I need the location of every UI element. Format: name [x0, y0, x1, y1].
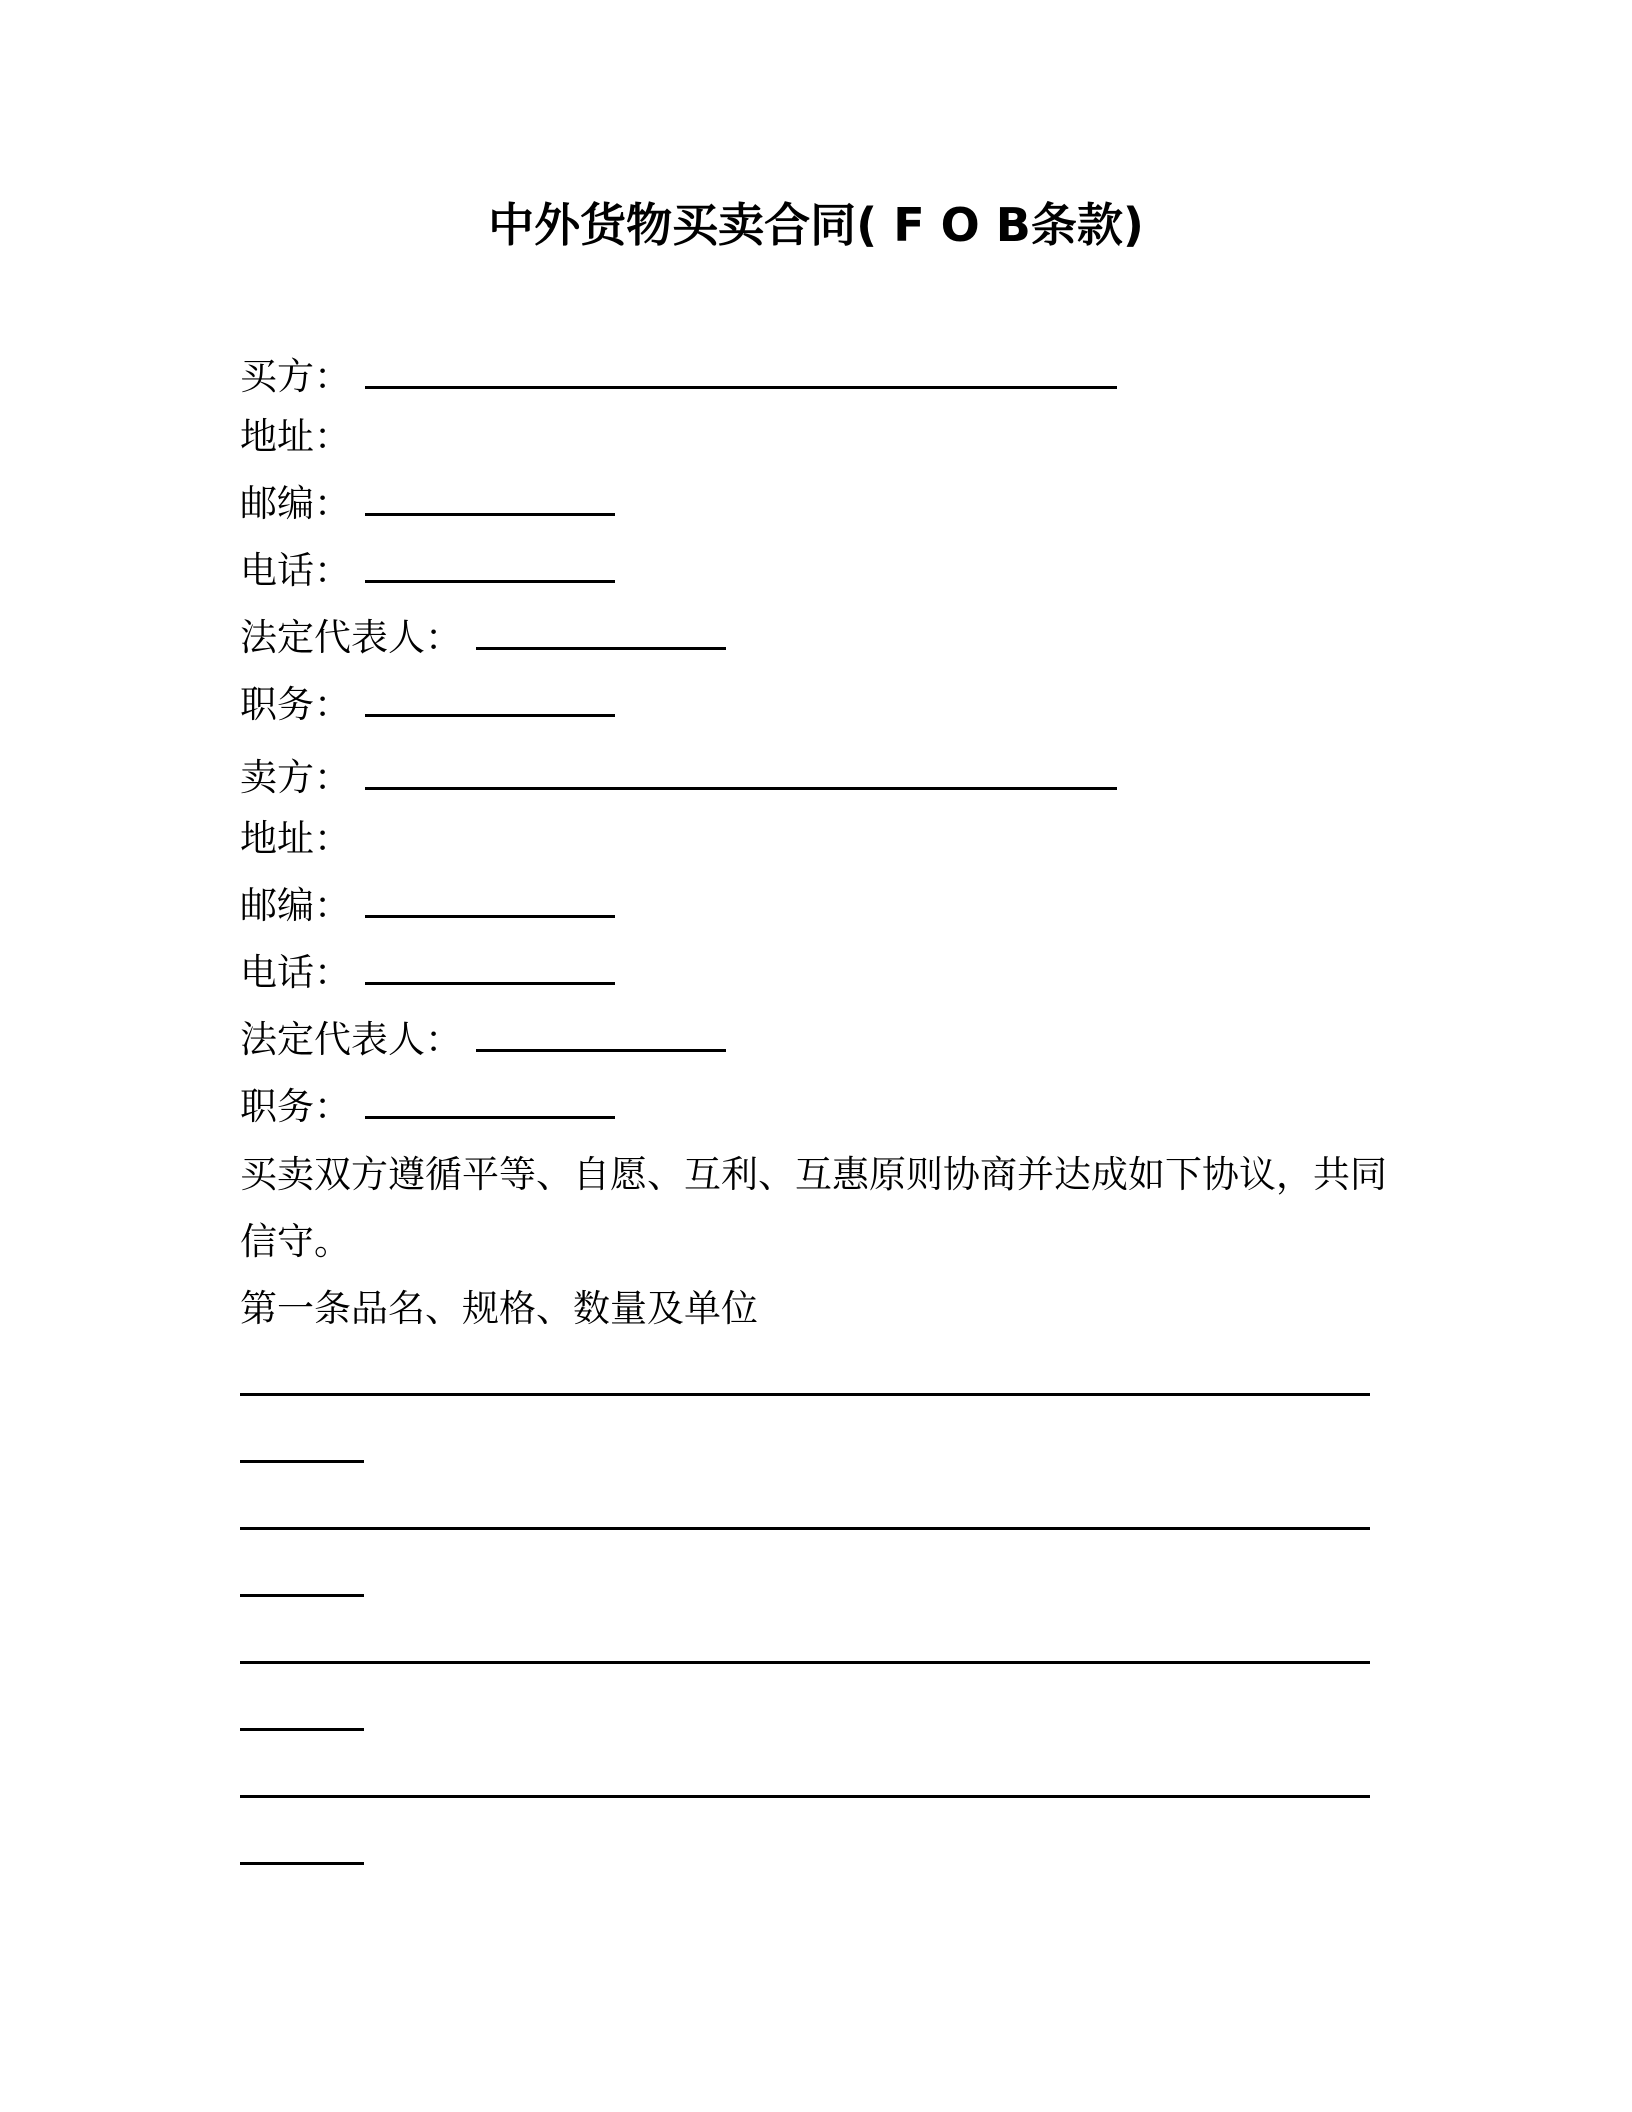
buyer-phone-line: [240, 546, 615, 596]
seller-address-label: 地址：: [240, 817, 351, 860]
article-1-blank-line-1[interactable]: [240, 1393, 1370, 1396]
seller-legal-rep-line: [240, 1015, 726, 1065]
seller-postcode-label: 邮编：: [240, 884, 351, 927]
seller-party-blank[interactable]: [365, 753, 1117, 790]
seller-position-blank[interactable]: [365, 1082, 615, 1119]
article-1-blank-line-4[interactable]: [240, 1795, 1370, 1798]
seller-address-line: [240, 814, 351, 864]
seller-phone-line: [240, 948, 615, 998]
article-1-heading: 第一条品名、规格、数量及单位: [240, 1287, 758, 1330]
seller-position-line: [240, 1082, 615, 1132]
buyer-postcode-label: 邮编：: [240, 482, 351, 525]
article-1-blank-line-2-continued[interactable]: [240, 1594, 364, 1597]
buyer-position-line: [240, 680, 615, 730]
buyer-party-label: 买方：: [240, 355, 351, 398]
buyer-address-line: [240, 412, 351, 462]
buyer-legal-rep-blank[interactable]: [476, 613, 726, 650]
seller-postcode-line: [240, 881, 615, 931]
intro-paragraph: 买卖双方遵循平等、自愿、互利、互惠原则协商并达成如下协议，共同信守。: [240, 1153, 1387, 1263]
seller-position-label: 职务：: [240, 1085, 351, 1128]
seller-legal-rep-label: 法定代表人：: [240, 1018, 462, 1061]
seller-postcode-blank[interactable]: [365, 881, 615, 918]
buyer-legal-rep-line: [240, 613, 726, 663]
buyer-party-line: [240, 352, 1117, 402]
buyer-position-label: 职务：: [240, 683, 351, 726]
buyer-postcode-line: [240, 479, 615, 529]
buyer-phone-blank[interactable]: [365, 546, 615, 583]
article-1-blank-line-4-continued[interactable]: [240, 1862, 364, 1865]
buyer-position-blank[interactable]: [365, 680, 615, 717]
buyer-postcode-blank[interactable]: [365, 479, 615, 516]
article-1-blank-line-1-continued[interactable]: [240, 1460, 364, 1463]
article-1-blank-line-3[interactable]: [240, 1661, 1370, 1664]
buyer-legal-rep-label: 法定代表人：: [240, 616, 462, 659]
seller-legal-rep-blank[interactable]: [476, 1015, 726, 1052]
article-1-blank-line-3-continued[interactable]: [240, 1728, 364, 1731]
seller-party-line: [240, 753, 1117, 803]
buyer-phone-label: 电话：: [240, 549, 351, 592]
document-title: 中外货物买卖合同( F O B条款): [488, 198, 1144, 252]
seller-phone-blank[interactable]: [365, 948, 615, 985]
seller-phone-label: 电话：: [240, 951, 351, 994]
seller-party-label: 卖方：: [240, 756, 351, 799]
article-1-blank-line-2[interactable]: [240, 1527, 1370, 1530]
buyer-party-blank[interactable]: [365, 352, 1117, 389]
buyer-address-label: 地址：: [240, 415, 351, 458]
